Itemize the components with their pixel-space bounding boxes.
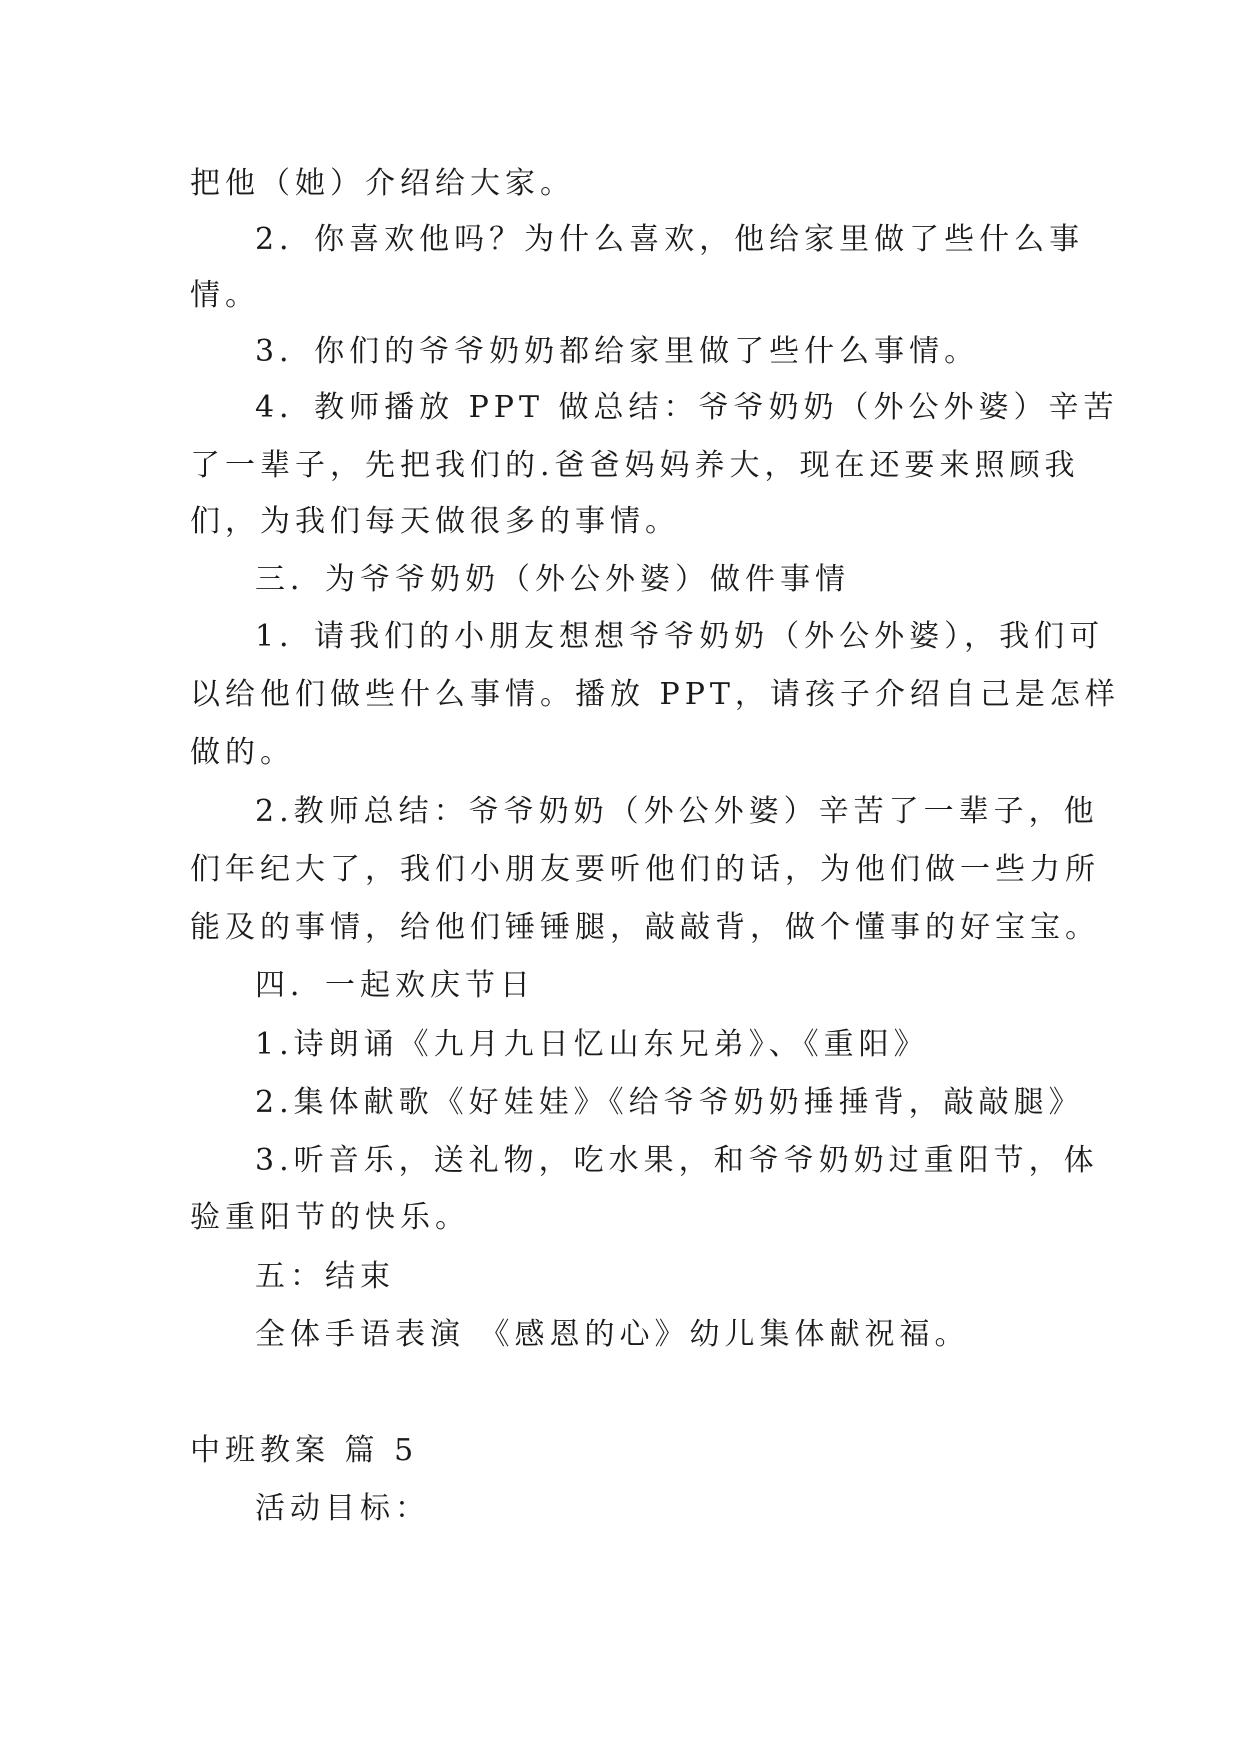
paragraph-line: 1．请我们的小朋友想想爷爷奶奶（外公外婆），我们可 bbox=[255, 619, 1105, 654]
paragraph-line: 以给他们做些什么事情。播放 PPT，请孩子介绍自己是怎样 bbox=[190, 677, 1120, 712]
paragraph-line: 验重阳节的快乐。 bbox=[190, 1200, 470, 1235]
paragraph-line: 全体手语表演 《感恩的心》幼儿集体献祝福。 bbox=[255, 1317, 970, 1352]
paragraph-line: 2.集体献歌《好娃娃》《给爷爷奶奶捶捶背，敲敲腿》 bbox=[255, 1085, 1084, 1120]
section-heading: 四．一起欢庆节日 bbox=[255, 968, 535, 1003]
paragraph-line: 了一辈子，先把我们的.爸爸妈妈养大，现在还要来照顾我 bbox=[190, 448, 1080, 483]
paragraph-line: 2．你喜欢他吗？为什么喜欢，他给家里做了些什么事 bbox=[255, 222, 1085, 257]
paragraph-line: 做的。 bbox=[190, 735, 295, 770]
paragraph-line: 把他（她）介绍给大家。 bbox=[190, 166, 575, 201]
paragraph-line: 2.教师总结：爷爷奶奶（外公外婆）辛苦了一辈子，他 bbox=[255, 794, 1099, 829]
paragraph-line: 3．你们的爷爷奶奶都给家里做了些什么事情。 bbox=[255, 334, 980, 369]
paragraph-line: 能及的事情，给他们锤锤腿，敲敲背，做个懂事的好宝宝。 bbox=[190, 910, 1100, 945]
paragraph-line: 1.诗朗诵《九月九日忆山东兄弟》、《重阳》 bbox=[255, 1027, 929, 1062]
section-heading: 活动目标： bbox=[255, 1491, 430, 1526]
paragraph-line: 们年纪大了，我们小朋友要听他们的话，为他们做一些力所 bbox=[190, 852, 1100, 887]
paragraph-line: 3.听音乐，送礼物，吃水果，和爷爷奶奶过重阳节，体 bbox=[255, 1143, 1099, 1178]
section-heading: 五：结束 bbox=[255, 1259, 395, 1294]
document-heading: 中班教案 篇 5 bbox=[190, 1433, 419, 1468]
paragraph-line: 们，为我们每天做很多的事情。 bbox=[190, 504, 680, 539]
paragraph-line: 情。 bbox=[190, 278, 260, 313]
paragraph-line: 4．教师播放 PPT 做总结：爷爷奶奶（外公外婆）辛苦 bbox=[255, 390, 1119, 425]
section-heading: 三．为爷爷奶奶（外公外婆）做件事情 bbox=[255, 562, 850, 597]
